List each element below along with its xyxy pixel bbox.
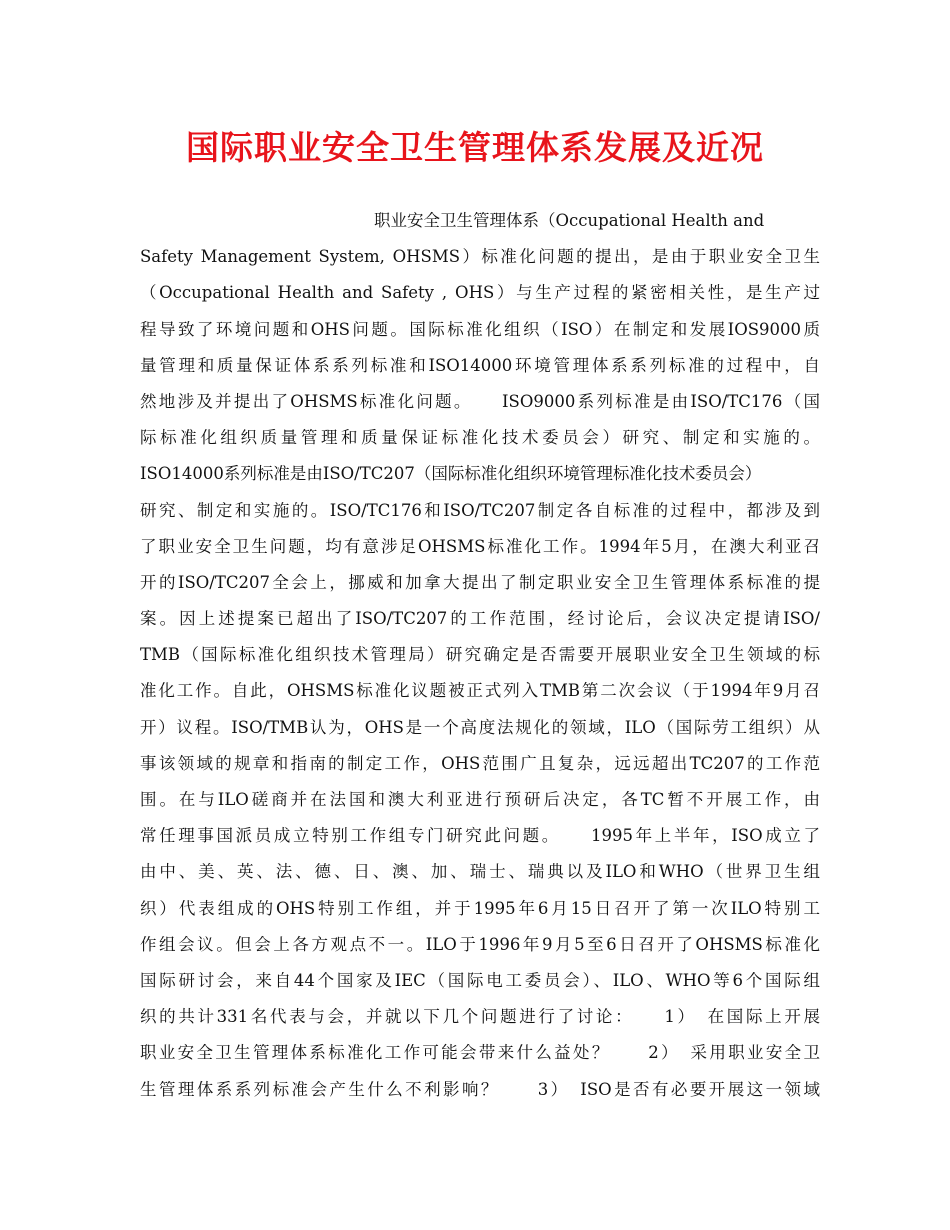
text-line: 围。在与ILO磋商并在法国和澳大利亚进行预研后决定，各TC暂不开展工作，由: [140, 790, 820, 809]
text-line: 开）议程。ISO/TMB认为，OHS是一个高度法规化的领域，ILO（国际劳工组织）从: [140, 717, 820, 737]
text-line: ISO14000系列标准是由ISO/TC207（国际标准化组织环境管理标准化技术委员会）: [140, 464, 762, 484]
text-line: Safety Management System, OHSMS）标准化问题的提出，是由于职业安全卫生: [140, 247, 820, 267]
text-line: 程导致了环境问题和OHS问题。国际标准化组织（ISO）在制定和发展IOS9000质: [140, 319, 820, 339]
text-line: 职业安全卫生管理体系标准化工作可能会带来什么益处？ 2） 采用职业安全卫: [140, 1043, 820, 1063]
text-line: 了职业安全卫生问题，均有意涉足OHSMS标准化工作。1994年5月，在澳大利亚召: [140, 536, 820, 556]
text-line: 准化工作。自此，OHSMS标准化议题被正式列入TMB第二次会议（于1994年9月召: [140, 681, 820, 701]
text-line: 织）代表组成的OHS特别工作组，并于1995年6月15日召开了第一次ILO特别工: [140, 898, 820, 918]
text-line: 常任理事国派员成立特别工作组专门研究此问题。 1995年上半年，ISO成立了: [140, 826, 820, 846]
text-line: 国际研讨会，来自44个国家及IEC（国际电工委员会）、ILO、WHO等6个国际组: [140, 970, 820, 990]
text-line: 由中、美、英、法、德、日、澳、加、瑞士、瑞典以及ILO和WHO（世界卫生组: [140, 862, 820, 882]
document-title: 国际职业安全卫生管理体系发展及近况: [186, 128, 764, 167]
text-line: 际标准化组织质量管理和质量保证标准化技术委员会）研究、制定和实施的。: [140, 428, 820, 448]
text-line: 职业安全卫生管理体系（Occupational Health and: [374, 211, 765, 230]
text-line: 织的共计331名代表与会，并就以下几个问题进行了讨论： 1） 在国际上开展: [140, 1007, 820, 1027]
text-line: 开的ISO/TC207全会上，挪威和加拿大提出了制定职业安全卫生管理体系标准的提: [140, 572, 820, 592]
text-line: 案。因上述提案已超出了ISO/TC207的工作范围，经讨论后，会议决定提请ISO/: [140, 609, 820, 629]
document-body: [140, 203, 820, 1108]
text-line: 生管理体系系列标准会产生什么不利影响？ 3） ISO是否有必要开展这一领域: [140, 1079, 820, 1099]
text-line: （Occupational Health and Safety , OHS）与生产过程的紧密相关性，是生产过: [140, 283, 820, 303]
text-line: 事该领域的规章和指南的制定工作，OHS范围广且复杂，远远超出TC207的工作范: [140, 753, 820, 773]
text-line: 作组会议。但会上各方观点不一。ILO于1996年9月5至6日召开了OHSMS标准化: [140, 934, 820, 954]
text-line: TMB（国际标准化组织技术管理局）研究确定是否需要开展职业安全卫生领域的标: [140, 645, 820, 665]
text-line: 然地涉及并提出了OHSMS标准化问题。 ISO9000系列标准是由ISO/TC176（国: [140, 391, 820, 411]
text-line: 研究、制定和实施的。ISO/TC176和ISO/TC207制定各自标准的过程中，都涉及到: [140, 500, 820, 520]
text-line: 量管理和质量保证体系系列标准和ISO14000环境管理体系系列标准的过程中，自: [140, 355, 820, 375]
